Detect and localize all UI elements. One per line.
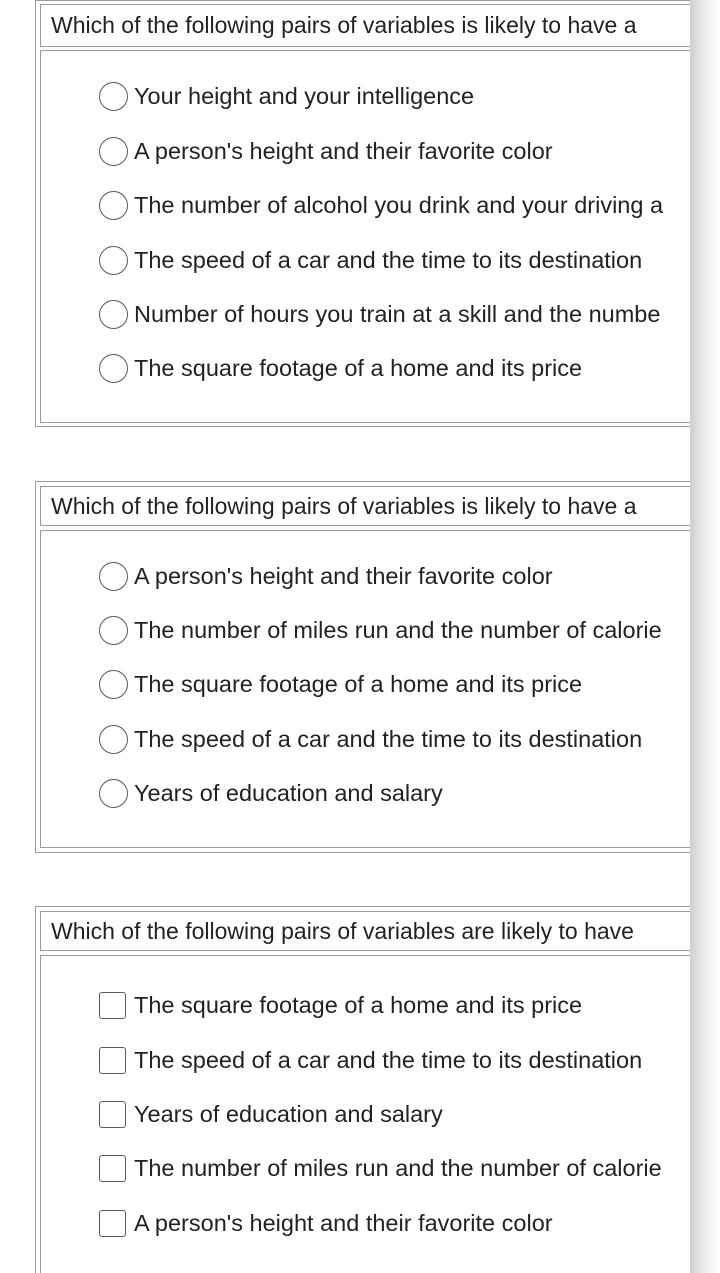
- option-label: The square footage of a home and its price: [134, 991, 583, 1018]
- question-3-option-4[interactable]: [99, 1151, 662, 1185]
- option-label: The speed of a car and the time to its destination: [134, 725, 643, 752]
- radio-button[interactable]: [99, 82, 128, 111]
- question-1-option-2[interactable]: [99, 134, 553, 168]
- radio-button[interactable]: [99, 246, 128, 275]
- question-2-option-4[interactable]: [99, 722, 642, 756]
- question-3-prompt: Which of the following pairs of variables are likely to have: [40, 911, 720, 951]
- question-1-option-4[interactable]: [99, 243, 642, 277]
- checkbox[interactable]: [99, 1101, 126, 1128]
- radio-button[interactable]: [99, 779, 128, 808]
- question-2-option-5[interactable]: [99, 776, 443, 810]
- question-1-option-1[interactable]: [99, 79, 474, 113]
- option-label: Years of education and salary: [134, 1100, 443, 1127]
- question-2-option-3[interactable]: [99, 667, 582, 701]
- option-label: The square footage of a home and its price: [134, 670, 583, 697]
- question-3-option-3[interactable]: [99, 1097, 443, 1131]
- question-1-option-5[interactable]: [99, 297, 660, 331]
- question-3: [35, 906, 720, 1273]
- option-label: The number of miles run and the number of calorie: [134, 1154, 662, 1181]
- option-label: The square footage of a home and its price: [134, 354, 583, 381]
- question-3-option-2[interactable]: [99, 1043, 642, 1077]
- option-label: Your height and your intelligence: [134, 82, 475, 109]
- question-2-option-2[interactable]: [99, 613, 662, 647]
- checkbox[interactable]: [99, 992, 126, 1019]
- question-1-options: [40, 50, 720, 423]
- question-3-option-1[interactable]: [99, 988, 582, 1022]
- radio-button[interactable]: [99, 670, 128, 699]
- radio-button[interactable]: [99, 616, 128, 645]
- question-2: [35, 481, 720, 853]
- option-label: The speed of a car and the time to its destination: [134, 246, 643, 273]
- radio-button[interactable]: [99, 191, 128, 220]
- question-2-options: [40, 530, 720, 848]
- radio-button[interactable]: [99, 354, 128, 383]
- option-label: Number of hours you train at a skill and the numbe: [134, 300, 661, 327]
- question-1-prompt: Which of the following pairs of variables is likely to have a: [40, 4, 720, 47]
- radio-button[interactable]: [99, 300, 128, 329]
- checkbox[interactable]: [99, 1047, 126, 1074]
- option-label: The number of alcohol you drink and your driving a: [134, 191, 664, 218]
- option-label: Years of education and salary: [134, 779, 443, 806]
- checkbox[interactable]: [99, 1155, 126, 1182]
- checkbox[interactable]: [99, 1210, 126, 1237]
- radio-button[interactable]: [99, 562, 128, 591]
- radio-button[interactable]: [99, 137, 128, 166]
- question-1-option-6[interactable]: [99, 351, 582, 385]
- option-label: A person's height and their favorite color: [134, 1209, 553, 1236]
- option-label: The speed of a car and the time to its destination: [134, 1046, 643, 1073]
- question-3-option-5[interactable]: [99, 1206, 553, 1240]
- question-3-options: [40, 955, 720, 1273]
- radio-button[interactable]: [99, 725, 128, 754]
- option-label: A person's height and their favorite color: [134, 137, 553, 164]
- question-1: [35, 0, 720, 427]
- question-2-option-1[interactable]: [99, 559, 553, 593]
- scroll-edge-shadow: [690, 0, 720, 1273]
- option-label: A person's height and their favorite color: [134, 562, 553, 589]
- question-1-option-3[interactable]: [99, 188, 663, 222]
- question-2-prompt: Which of the following pairs of variables is likely to have a: [40, 486, 720, 526]
- option-label: The number of miles run and the number of calorie: [134, 616, 662, 643]
